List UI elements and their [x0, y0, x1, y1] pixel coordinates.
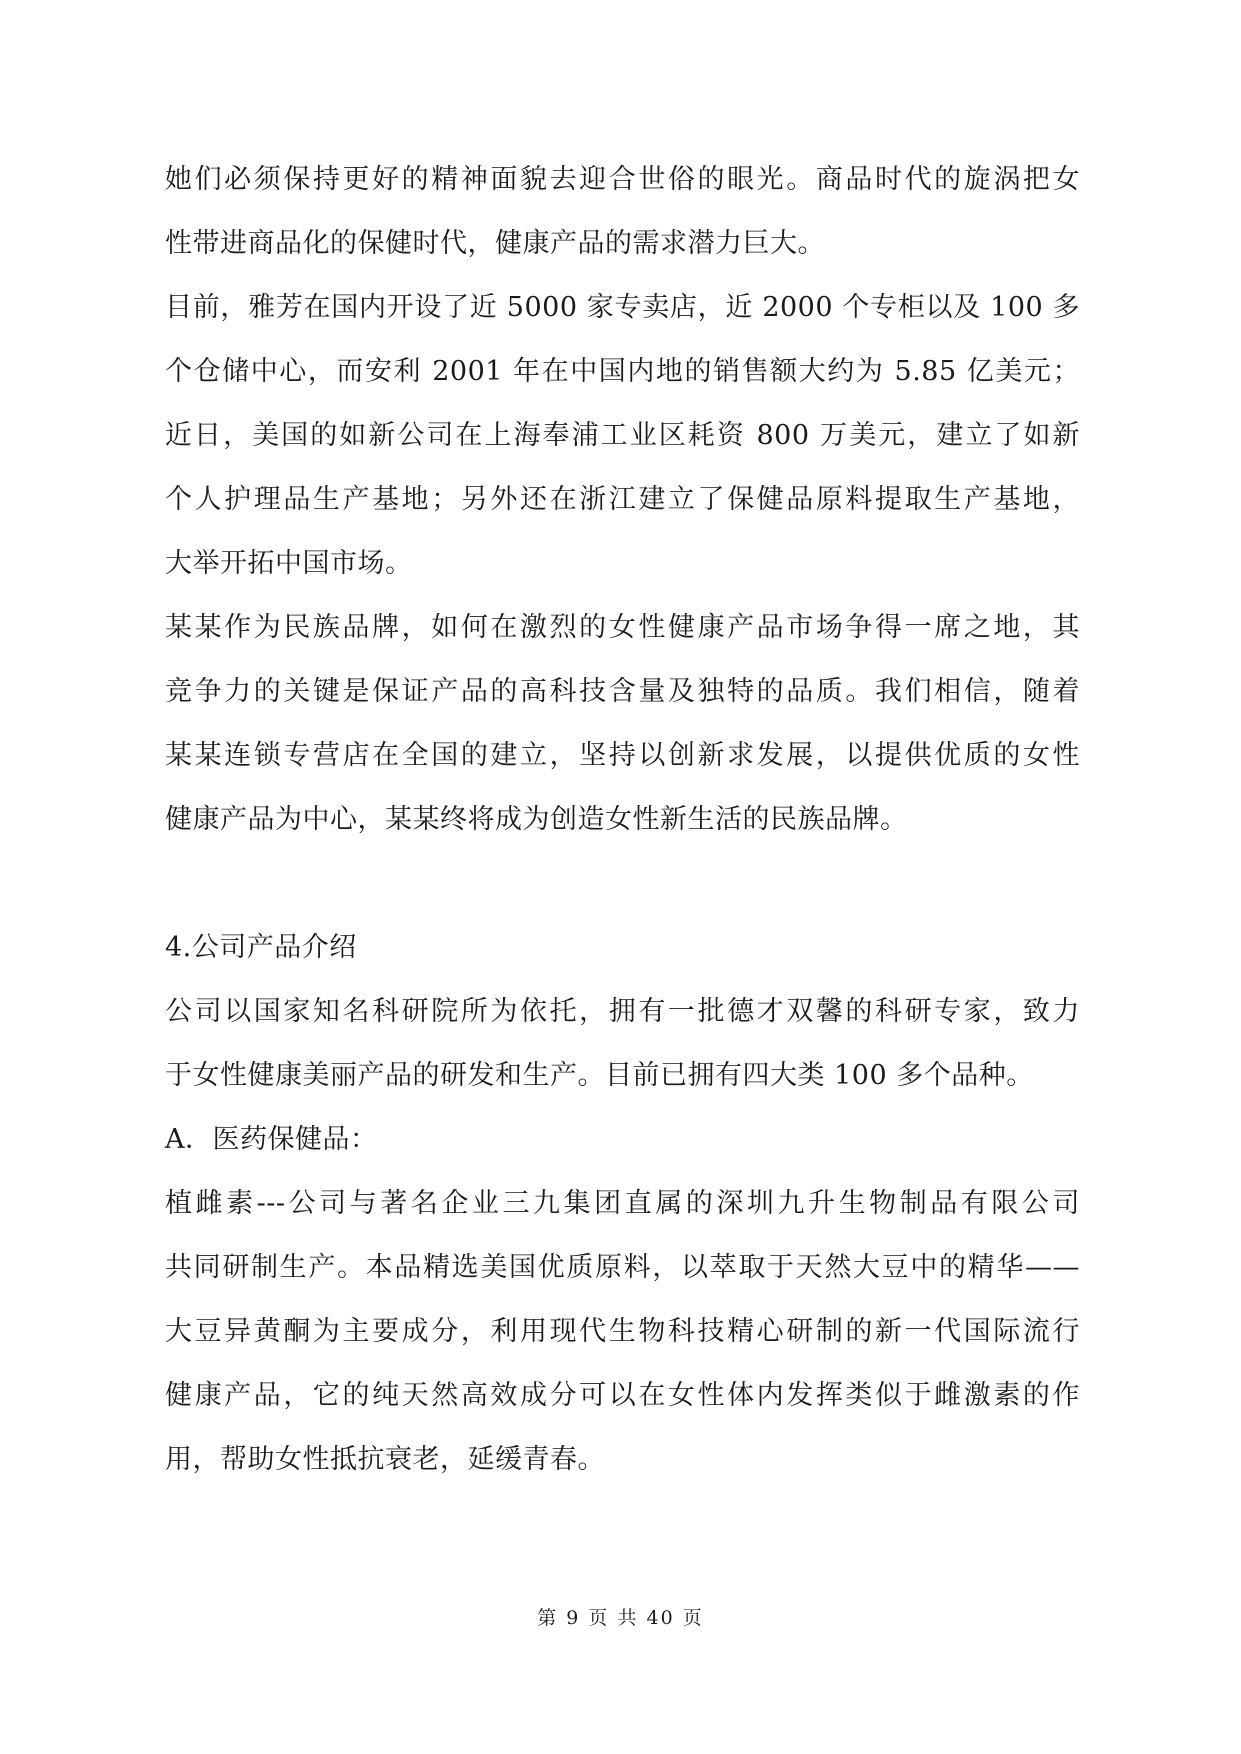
text-line: 共同研制生产。本品精选美国优质原料，以萃取于天然大豆中的精华——: [165, 1252, 1080, 1283]
paragraph-product-description: [165, 1172, 1080, 1492]
text-line: 公司以国家知名科研院所为依托，拥有一批德才双馨的科研专家，致力: [165, 996, 1080, 1027]
text-line: 个仓储中心，而安利 2001 年在中国内地的销售额大约为 5.85 亿美元；: [165, 356, 1080, 387]
text-line: 目前，雅芳在国内开设了近 5000 家专卖店，近 2000 个专柜以及 100 多: [165, 292, 1080, 323]
paragraph-brand-strategy: [165, 596, 1080, 852]
text-line: 她们必须保持更好的精神面貌去迎合世俗的眼光。商品时代的旋涡把女: [165, 164, 1080, 195]
paragraph-competitors: [165, 276, 1080, 596]
text-line: 某某作为民族品牌，如何在激烈的女性健康产品市场争得一席之地，其: [165, 612, 1080, 643]
text-line: 大举开拓中国市场。: [165, 548, 413, 579]
text-line: 性带进商品化的保健时代，健康产品的需求潜力巨大。: [165, 228, 825, 259]
text-line: 健康产品，它的纯天然高效成分可以在女性体内发挥类似于雌激素的作: [165, 1380, 1080, 1411]
text-line: 大豆异黄酮为主要成分，利用现代生物科技精心研制的新一代国际流行: [165, 1316, 1080, 1347]
text-line: 植雌素---公司与著名企业三九集团直属的深圳九升生物制品有限公司: [165, 1188, 1080, 1219]
document-body: [165, 148, 1080, 1492]
text-line: 某某连锁专营店在全国的建立，坚持以创新求发展，以提供优质的女性: [165, 740, 1080, 771]
text-line: 于女性健康美丽产品的研发和生产。目前已拥有四大类 100 多个品种。: [165, 1060, 1034, 1091]
text-line: 竞争力的关键是保证产品的高科技含量及独特的品质。我们相信，随着: [165, 676, 1080, 707]
page-number-footer: 第 9 页 共 40 页: [537, 1607, 704, 1629]
text-line: 健康产品为中心，某某终将成为创造女性新生活的民族品牌。: [165, 804, 908, 835]
text-line: 个人护理品生产基地；另外还在浙江建立了保健品原料提取生产基地，: [165, 484, 1080, 515]
paragraph-market-intro: [165, 148, 1080, 276]
paragraph-company-products: [165, 980, 1080, 1108]
text-line: 近日，美国的如新公司在上海奉浦工业区耗资 800 万美元，建立了如新: [165, 420, 1080, 451]
text-line: 用，帮助女性抵抗衰老，延缓青春。: [165, 1444, 605, 1475]
subheading-medical-health-products: A．医药保健品：: [165, 1124, 378, 1155]
blank-line: [165, 852, 1080, 916]
section-heading: 4.公司产品介绍: [165, 932, 357, 963]
